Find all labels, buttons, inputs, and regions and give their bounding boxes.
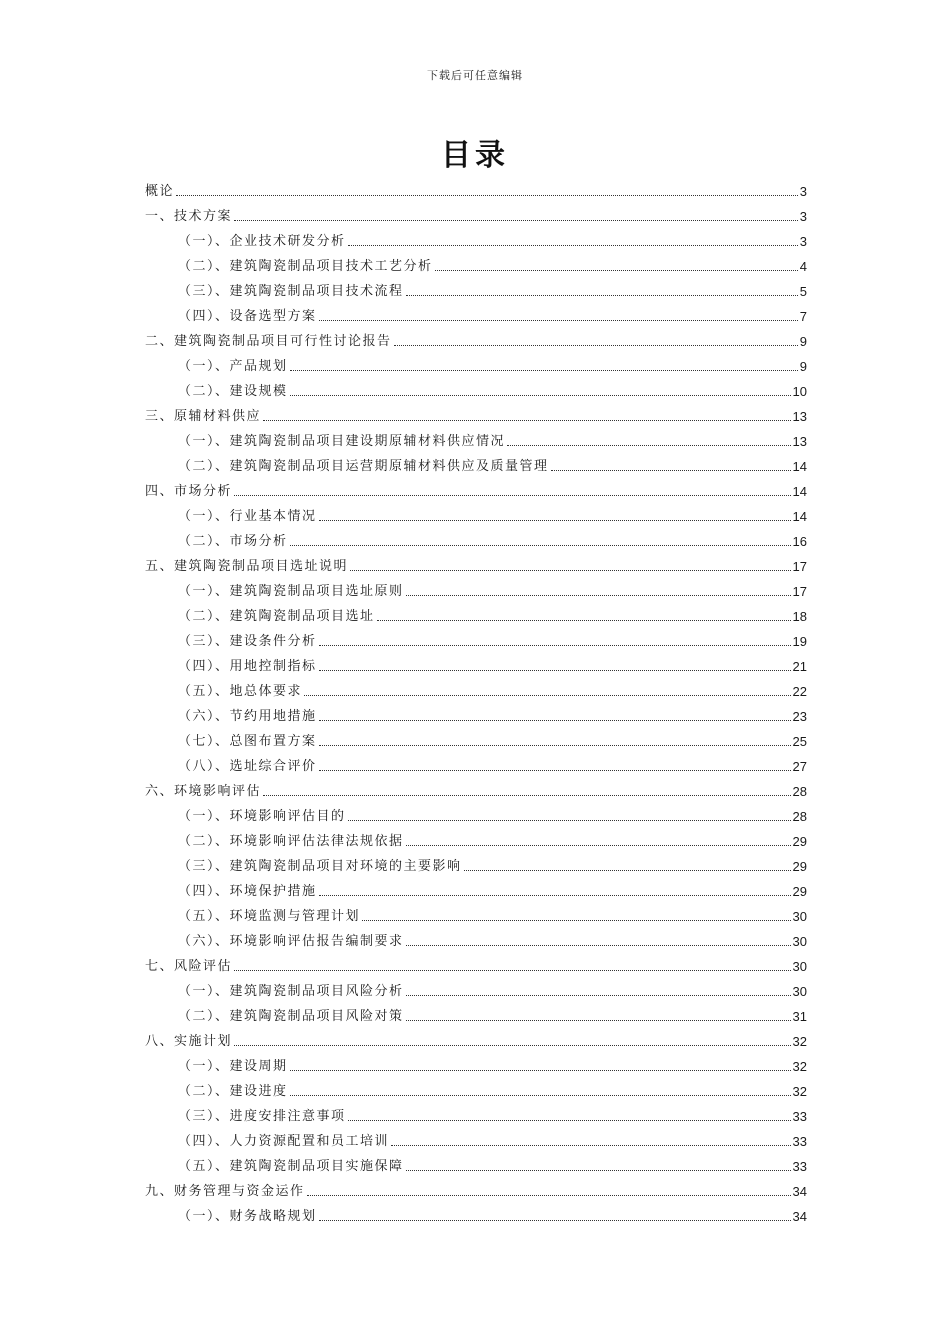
toc-dot-leader [551,470,791,471]
toc-entry-page-number: 32 [792,1034,807,1049]
toc-entry-label: （一）、建设周期 [178,1059,288,1074]
toc-entry[interactable] [145,225,807,250]
toc-entry[interactable] [145,775,807,800]
toc-entry[interactable] [145,1200,807,1225]
toc-entry-label: （五）、环境监测与管理计划 [178,909,361,924]
toc-dot-leader [307,1195,791,1196]
toc-entry-label: 概论 [145,184,175,199]
toc-entry-label: （五）、地总体要求 [178,684,303,699]
toc-entry-page-number: 28 [792,784,807,799]
toc-entry[interactable] [145,600,807,625]
toc-entry[interactable] [145,425,807,450]
toc-entry-page-number: 16 [792,534,807,549]
toc-entry[interactable] [145,875,807,900]
toc-entry-label: （二）、建筑陶瓷制品项目选址 [178,609,375,624]
toc-entry-page-number: 9 [799,334,807,349]
toc-entry[interactable] [145,1025,807,1050]
toc-dot-leader [406,295,798,296]
toc-entry-label: （三）、建设条件分析 [178,634,317,649]
toc-dot-leader [377,620,791,621]
toc-dot-leader [435,270,798,271]
toc-entry-label: 八、实施计划 [145,1034,233,1049]
toc-dot-leader [234,495,791,496]
toc-dot-leader [406,945,791,946]
toc-dot-leader [319,895,791,896]
toc-dot-leader [406,1170,791,1171]
toc-entry-label: 七、风险评估 [145,959,233,974]
toc-entry-label: （三）、进度安排注意事项 [178,1109,346,1124]
toc-entry[interactable] [145,800,807,825]
toc-entry-label: （二）、建设进度 [178,1084,288,1099]
toc-dot-leader [406,595,791,596]
toc-entry-label: （六）、节约用地措施 [178,709,317,724]
toc-entry[interactable] [145,1075,807,1100]
toc-entry-page-number: 22 [792,684,807,699]
toc-entry-page-number: 30 [792,959,807,974]
toc-entry[interactable] [145,200,807,225]
toc-entry[interactable] [145,925,807,950]
toc-entry[interactable] [145,375,807,400]
toc-entry-label: （四）、设备选型方案 [178,309,317,324]
toc-entry-page-number: 30 [792,909,807,924]
toc-dot-leader [290,395,791,396]
toc-entry-label: （八）、选址综合评价 [178,759,317,774]
toc-entry-label: （一）、建筑陶瓷制品项目选址原则 [178,584,404,599]
toc-dot-leader [319,1220,791,1221]
toc-dot-leader [319,320,798,321]
toc-entry[interactable] [145,1000,807,1025]
toc-entry-page-number: 7 [799,309,807,324]
toc-entry-label: （二）、建筑陶瓷制品项目风险对策 [178,1009,404,1024]
toc-entry[interactable] [145,250,807,275]
header-note: 下载后可任意编辑 [427,69,523,82]
toc-entry[interactable] [145,175,807,200]
toc-dot-leader [406,845,791,846]
toc-dot-leader [350,570,791,571]
toc-entry[interactable] [145,975,807,1000]
toc-entry-page-number: 9 [799,359,807,374]
toc-entry[interactable] [145,700,807,725]
toc-entry-label: （一）、财务战略规划 [178,1209,317,1224]
toc-entry-page-number: 30 [792,984,807,999]
toc-entry[interactable] [145,850,807,875]
toc-entry-label: 六、环境影响评估 [145,784,262,799]
toc-entry-page-number: 13 [792,434,807,449]
toc-entry-label: （一）、行业基本情况 [178,509,317,524]
toc-entry-page-number: 3 [799,234,807,249]
toc-dot-leader [348,820,791,821]
toc-entry-page-number: 21 [792,659,807,674]
toc-entry[interactable] [145,1050,807,1075]
toc-entry[interactable] [145,650,807,675]
toc-entry[interactable] [145,550,807,575]
toc-entry-page-number: 5 [799,284,807,299]
toc-entry-page-number: 17 [792,559,807,574]
toc-title: 目录 [441,138,509,173]
toc-dot-leader [394,345,798,346]
toc-dot-leader [319,745,791,746]
toc-entry[interactable] [145,350,807,375]
toc-dot-leader [290,1095,791,1096]
toc-entry-page-number: 29 [792,884,807,899]
toc-dot-leader [234,220,798,221]
toc-dot-leader [507,445,791,446]
toc-dot-leader [290,545,791,546]
toc-entry[interactable] [145,475,807,500]
toc-dot-leader [263,795,791,796]
toc-dot-leader [319,770,791,771]
toc-entry-page-number: 33 [792,1134,807,1149]
toc-entry-page-number: 3 [799,184,807,199]
toc-entry-label: （四）、人力资源配置和员工培训 [178,1134,390,1149]
toc-dot-leader [406,995,791,996]
toc-entry-page-number: 3 [799,209,807,224]
toc-entry-label: （六）、环境影响评估报告编制要求 [178,934,404,949]
toc-entry[interactable] [145,400,807,425]
toc-entry[interactable] [145,950,807,975]
toc-entry[interactable] [145,500,807,525]
toc-entry[interactable] [145,1100,807,1125]
toc-entry-label: （七）、总图布置方案 [178,734,317,749]
toc-entry[interactable] [145,1125,807,1150]
toc-entry-page-number: 34 [792,1209,807,1224]
toc-dot-leader [406,1020,791,1021]
toc-entry-page-number: 14 [792,459,807,474]
toc-entry-page-number: 23 [792,709,807,724]
toc-entry-label: 一、技术方案 [145,209,233,224]
toc-entry[interactable] [145,1175,807,1200]
toc-entry-page-number: 10 [792,384,807,399]
toc-entry-label: （三）、建筑陶瓷制品项目对环境的主要影响 [178,859,462,874]
toc-entry[interactable] [145,450,807,475]
toc-entry-page-number: 31 [792,1009,807,1024]
toc-entry-page-number: 25 [792,734,807,749]
toc-entry[interactable] [145,525,807,550]
toc-entry-label: 九、财务管理与资金运作 [145,1184,305,1199]
toc-entry-label: （一）、建筑陶瓷制品项目建设期原辅材料供应情况 [178,434,506,449]
toc-entry-label: （五）、建筑陶瓷制品项目实施保障 [178,1159,404,1174]
toc-dot-leader [391,1145,791,1146]
toc-entry-page-number: 17 [792,584,807,599]
toc-entry[interactable] [145,900,807,925]
toc-entry-label: （一）、企业技术研发分析 [178,234,346,249]
toc-entry[interactable] [145,725,807,750]
toc-entry-label: 五、建筑陶瓷制品项目选址说明 [145,559,349,574]
toc-dot-leader [348,1120,791,1121]
toc-entry-page-number: 18 [792,609,807,624]
toc-dot-leader [319,720,791,721]
toc-dot-leader [176,195,798,196]
toc-entry-page-number: 30 [792,934,807,949]
toc-entry[interactable] [145,575,807,600]
toc-entry-label: （二）、建筑陶瓷制品项目技术工艺分析 [178,259,433,274]
toc-entry-page-number: 14 [792,484,807,499]
toc-entry-page-number: 29 [792,834,807,849]
toc-entry-label: 四、市场分析 [145,484,233,499]
toc-entry-page-number: 33 [792,1109,807,1124]
toc-entry-label: （二）、建筑陶瓷制品项目运营期原辅材料供应及质量管理 [178,459,549,474]
toc-dot-leader [290,370,798,371]
toc-dot-leader [234,1045,791,1046]
toc-entry-label: （三）、建筑陶瓷制品项目技术流程 [178,284,404,299]
toc-entry-label: 三、原辅材料供应 [145,409,262,424]
toc-entry[interactable] [145,675,807,700]
toc-entry-label: （二）、市场分析 [178,534,288,549]
toc-entry-label: 二、建筑陶瓷制品项目可行性讨论报告 [145,334,392,349]
toc-entry[interactable] [145,325,807,350]
toc-dot-leader [234,970,791,971]
toc-dot-leader [348,245,798,246]
toc-dot-leader [319,645,791,646]
toc-entry-page-number: 28 [792,809,807,824]
toc-entry[interactable] [145,300,807,325]
toc-entry[interactable] [145,825,807,850]
toc-entry[interactable] [145,1150,807,1175]
toc-dot-leader [362,920,791,921]
toc-entry[interactable] [145,750,807,775]
toc-entry-page-number: 33 [792,1159,807,1174]
toc-entry-page-number: 19 [792,634,807,649]
toc-entry-page-number: 32 [792,1084,807,1099]
table-of-contents [145,175,807,1225]
toc-dot-leader [263,420,791,421]
toc-dot-leader [290,1070,791,1071]
toc-entry[interactable] [145,275,807,300]
toc-entry[interactable] [145,625,807,650]
toc-entry-label: （二）、建设规模 [178,384,288,399]
toc-entry-page-number: 34 [792,1184,807,1199]
toc-entry-page-number: 14 [792,509,807,524]
toc-entry-label: （四）、环境保护措施 [178,884,317,899]
toc-dot-leader [464,870,791,871]
toc-entry-label: （一）、建筑陶瓷制品项目风险分析 [178,984,404,999]
toc-entry-page-number: 27 [792,759,807,774]
toc-entry-label: （一）、环境影响评估目的 [178,809,346,824]
toc-dot-leader [319,520,791,521]
toc-dot-leader [319,670,791,671]
toc-entry-page-number: 4 [799,259,807,274]
toc-entry-label: （四）、用地控制指标 [178,659,317,674]
toc-dot-leader [304,695,791,696]
toc-entry-page-number: 29 [792,859,807,874]
toc-entry-page-number: 32 [792,1059,807,1074]
toc-entry-label: （二）、环境影响评估法律法规依据 [178,834,404,849]
toc-entry-page-number: 13 [792,409,807,424]
toc-entry-label: （一）、产品规划 [178,359,288,374]
